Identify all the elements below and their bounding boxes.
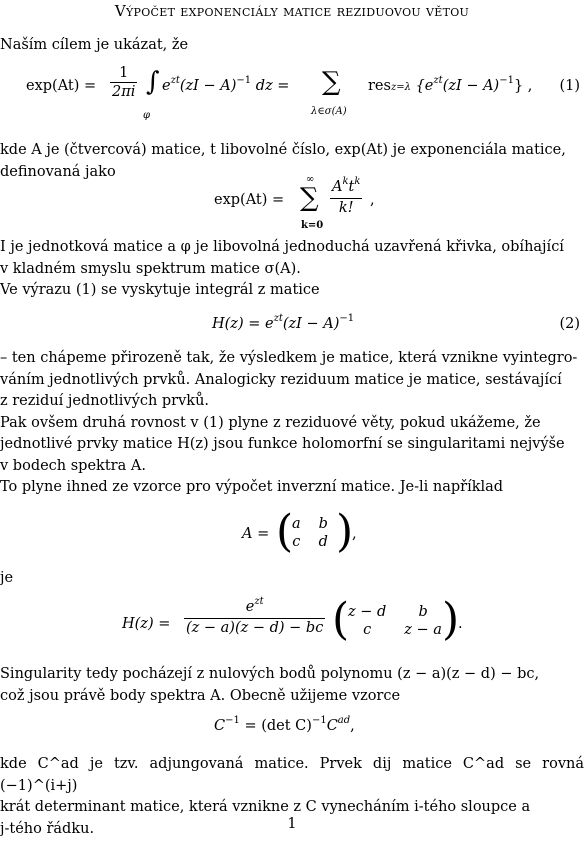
equation-inverse: $C^{-1} = (\det$ $C)^{-1}C^{ad}$, (214, 715, 355, 734)
page-number: 1 (287, 816, 297, 832)
def-fraction: $A^kt^k$ k! (332, 176, 361, 216)
eq1-number: (1) (559, 78, 580, 94)
eq2-number: (2) (559, 316, 580, 332)
paragraph-8: kde C^ad je tzv. adjungovaná matice. Prvek dij matice C^ad se rovná (−1)^(i+j) krát determinant matice, která vznikne z C vynecháním i-tého sloupce a j-tého řádku. (0, 756, 584, 837)
intro-text: Naším cílem je ukázat, že (0, 37, 189, 53)
h-fraction: $e^{zt}$ (z − a)(z − d) − bc (186, 596, 324, 636)
paragraph-7: Singularity tedy pocházejí z nulových bodů polynomu (z − a)(z − d) − bc, což jsou právě body spektra A. Obecně užijeme vzorce (0, 666, 540, 704)
eq1-integrand: $e^{zt}(zI - A)^{-1}$ dz = (162, 75, 290, 94)
text-je: je (0, 570, 14, 586)
paper-title: Výpočet exponenciály matice reziduovou větou (114, 2, 470, 20)
eq1-residue: resz=λ $\{e^{zt}(zI - A)^{-1}\}$ , (368, 75, 533, 94)
integral-sign: ∫ (146, 67, 160, 97)
paragraph-4: – ten chápeme přirozeně tak, že výsledkem je matice, která vznikne vyintegro- váním jednotlivých prvků. Analogicky reziduum matice je matice, sestávající z reziduí jednotlivých prvků. Pak ovšem druhá rovnost v (1) plyne z reziduové věty, pokud ukážeme, že jednotlivé prvky matice H(z) jsou funkce holomorfní se singularitami nejvýše v bodech spektra A. To plyne ihned ze vzorce pro výpočet inverzní matice. Je-li například (0, 350, 578, 495)
paragraph-1: kde A je (čtvercová) matice, t libovolné číslo, exp(At) je exponenciála matice, definovaná jako (0, 142, 566, 180)
sum-sign: ∑ (322, 67, 341, 97)
eq1-lhs: exp(At) = (26, 78, 97, 94)
equation-2: $H(z) = e^{zt}(zI - A)^{-1}$ (212, 313, 355, 332)
paragraph-2: I je jednotková matice a φ je libovolná jednoduchá uzavřená křivka, obíhající v kladném smyslu spektrum matice σ(A). Ve výrazu (1) se vyskytuje integrál z matice (0, 239, 564, 298)
eq1-sum-sub: λ∈σ(A) (311, 106, 347, 117)
def-sum-sign: ∑ (300, 183, 319, 213)
eq1-int-sub: φ (143, 110, 151, 121)
eq1-fraction: $\frac{1}{2\pi i}$ (112, 65, 136, 100)
